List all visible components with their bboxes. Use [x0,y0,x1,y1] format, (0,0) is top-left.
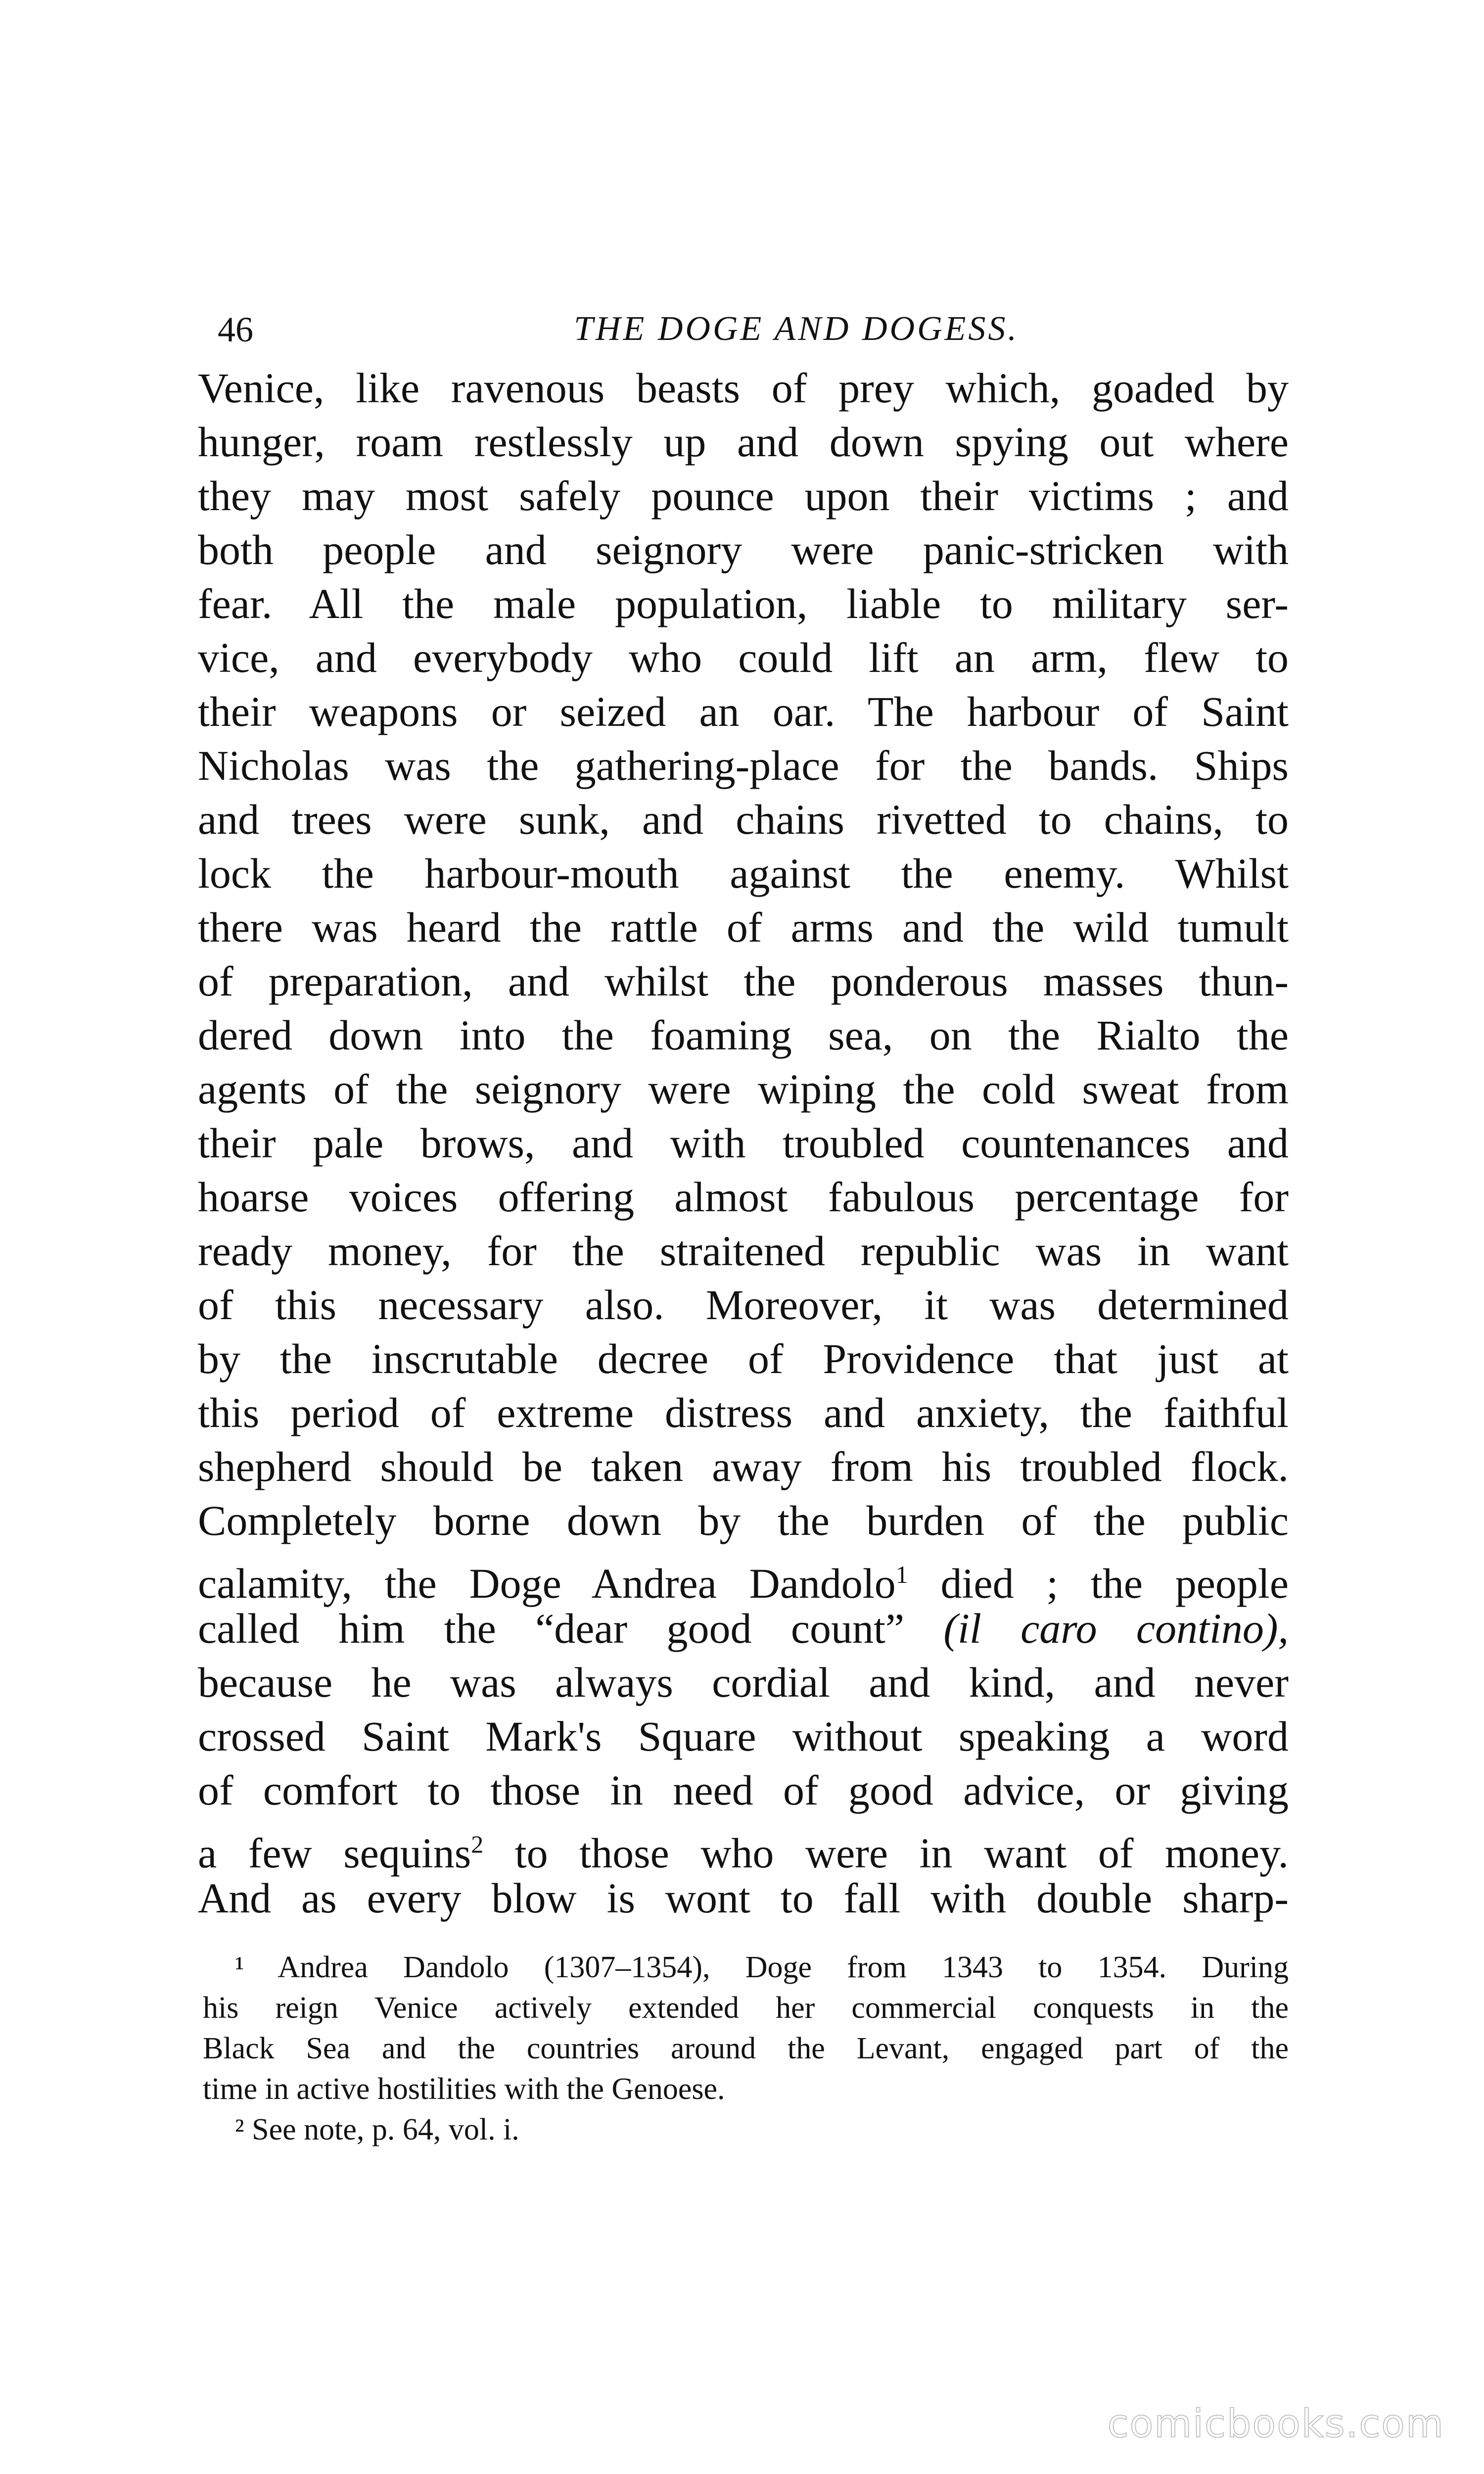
text-line: of preparation, and whilst the ponderous masses thun- [198,957,1289,1005]
footnote-ref-1[interactable]: 1 [895,1561,908,1588]
quoted-phrase: “dear good count” [535,1605,905,1652]
text-line: vice, and everybody who could lift an arm, flew to [198,634,1289,681]
text-line: lock the harbour-mouth against the enemy. Whilst [198,850,1289,897]
text-line: shepherd should be taken away from his troubled flock. [198,1443,1289,1490]
text-line-with-footnote-ref [198,1817,1289,1877]
text-line: Nicholas was the gathering-place for the bands. Ships [198,742,1289,789]
page-number: 46 [218,310,253,349]
text-line: of this necessary also. Moreover, it was determined [198,1281,1289,1329]
text-line-with-quote [198,1602,1289,1656]
italic-phrase: (il caro contino), [943,1605,1289,1652]
footnote-1-line: his reign Venice actively extended her commercial conquests in the [203,1991,1289,2025]
footnote-1-line: time in active hostilities with the Genoese. [203,2072,725,2106]
text-segment: called him the [198,1605,536,1652]
text-line: and trees were sunk, and chains rivetted to chains, to [198,796,1289,843]
body-text [198,361,1289,1925]
text-line: their weapons or seized an oar. The harbour of Saint [198,688,1289,735]
text-line: dered down into the foaming sea, on the Rialto the [198,1011,1289,1059]
text-segment: calamity, the Doge Andrea Dandolo [198,1560,896,1607]
running-head: THE DOGE AND DOGESS. [574,310,1019,348]
text-line: And as every blow is wont to fall with double sharp- [198,1874,1289,1922]
text-line: hunger, roam restlessly up and down spying out where [198,418,1289,466]
watermark: comicbooks.com [1107,2402,1444,2446]
text-line: there was heard the rattle of arms and the wild tumult [198,904,1289,951]
footnote-2: ² See note, p. 64, vol. i. [235,2113,519,2146]
text-line: they may most safely pounce upon their victims ; and [198,472,1289,520]
text-line: hoarse voices offering almost fabulous percentage for [198,1173,1289,1221]
footnote-1-line: ¹ Andrea Dandolo (1307–1354), Doge from 1343 to 1354. During [235,1951,1289,1984]
text-line: crossed Saint Mark's Square without speaking a word [198,1713,1289,1760]
text-line: by the inscrutable decree of Providence that just at [198,1335,1289,1382]
footnotes [203,1947,1289,2150]
text-line: of comfort to those in need of good advice, or giving [198,1766,1289,1814]
footnote-ref-2[interactable]: 2 [471,1830,484,1858]
text-line: this period of extreme distress and anxiety, the faithful [198,1389,1289,1436]
text-line: both people and seignory were panic-stricken with [198,526,1289,573]
text-line: agents of the seignory were wiping the cold sweat from [198,1065,1289,1113]
footnote-1-line: Black Sea and the countries around the Levant, engaged part of the [203,2032,1289,2065]
text-line: Completely borne down by the burden of the public [198,1497,1289,1544]
text-line: fear. All the male population, liable to military ser- [198,580,1289,627]
text-segment: to those who were in want of money. [483,1829,1289,1877]
text-line: Venice, like ravenous beasts of prey which, goaded by [198,364,1289,412]
text-line: ready money, for the straitened republic was in want [198,1227,1289,1275]
text-segment: died ; the people [908,1560,1289,1607]
text-line-with-footnote-ref [198,1548,1289,1607]
text-segment: a few sequins [198,1829,471,1877]
text-line: because he was always cordial and kind, and never [198,1659,1289,1706]
text-line: their pale brows, and with troubled countenances and [198,1119,1289,1167]
